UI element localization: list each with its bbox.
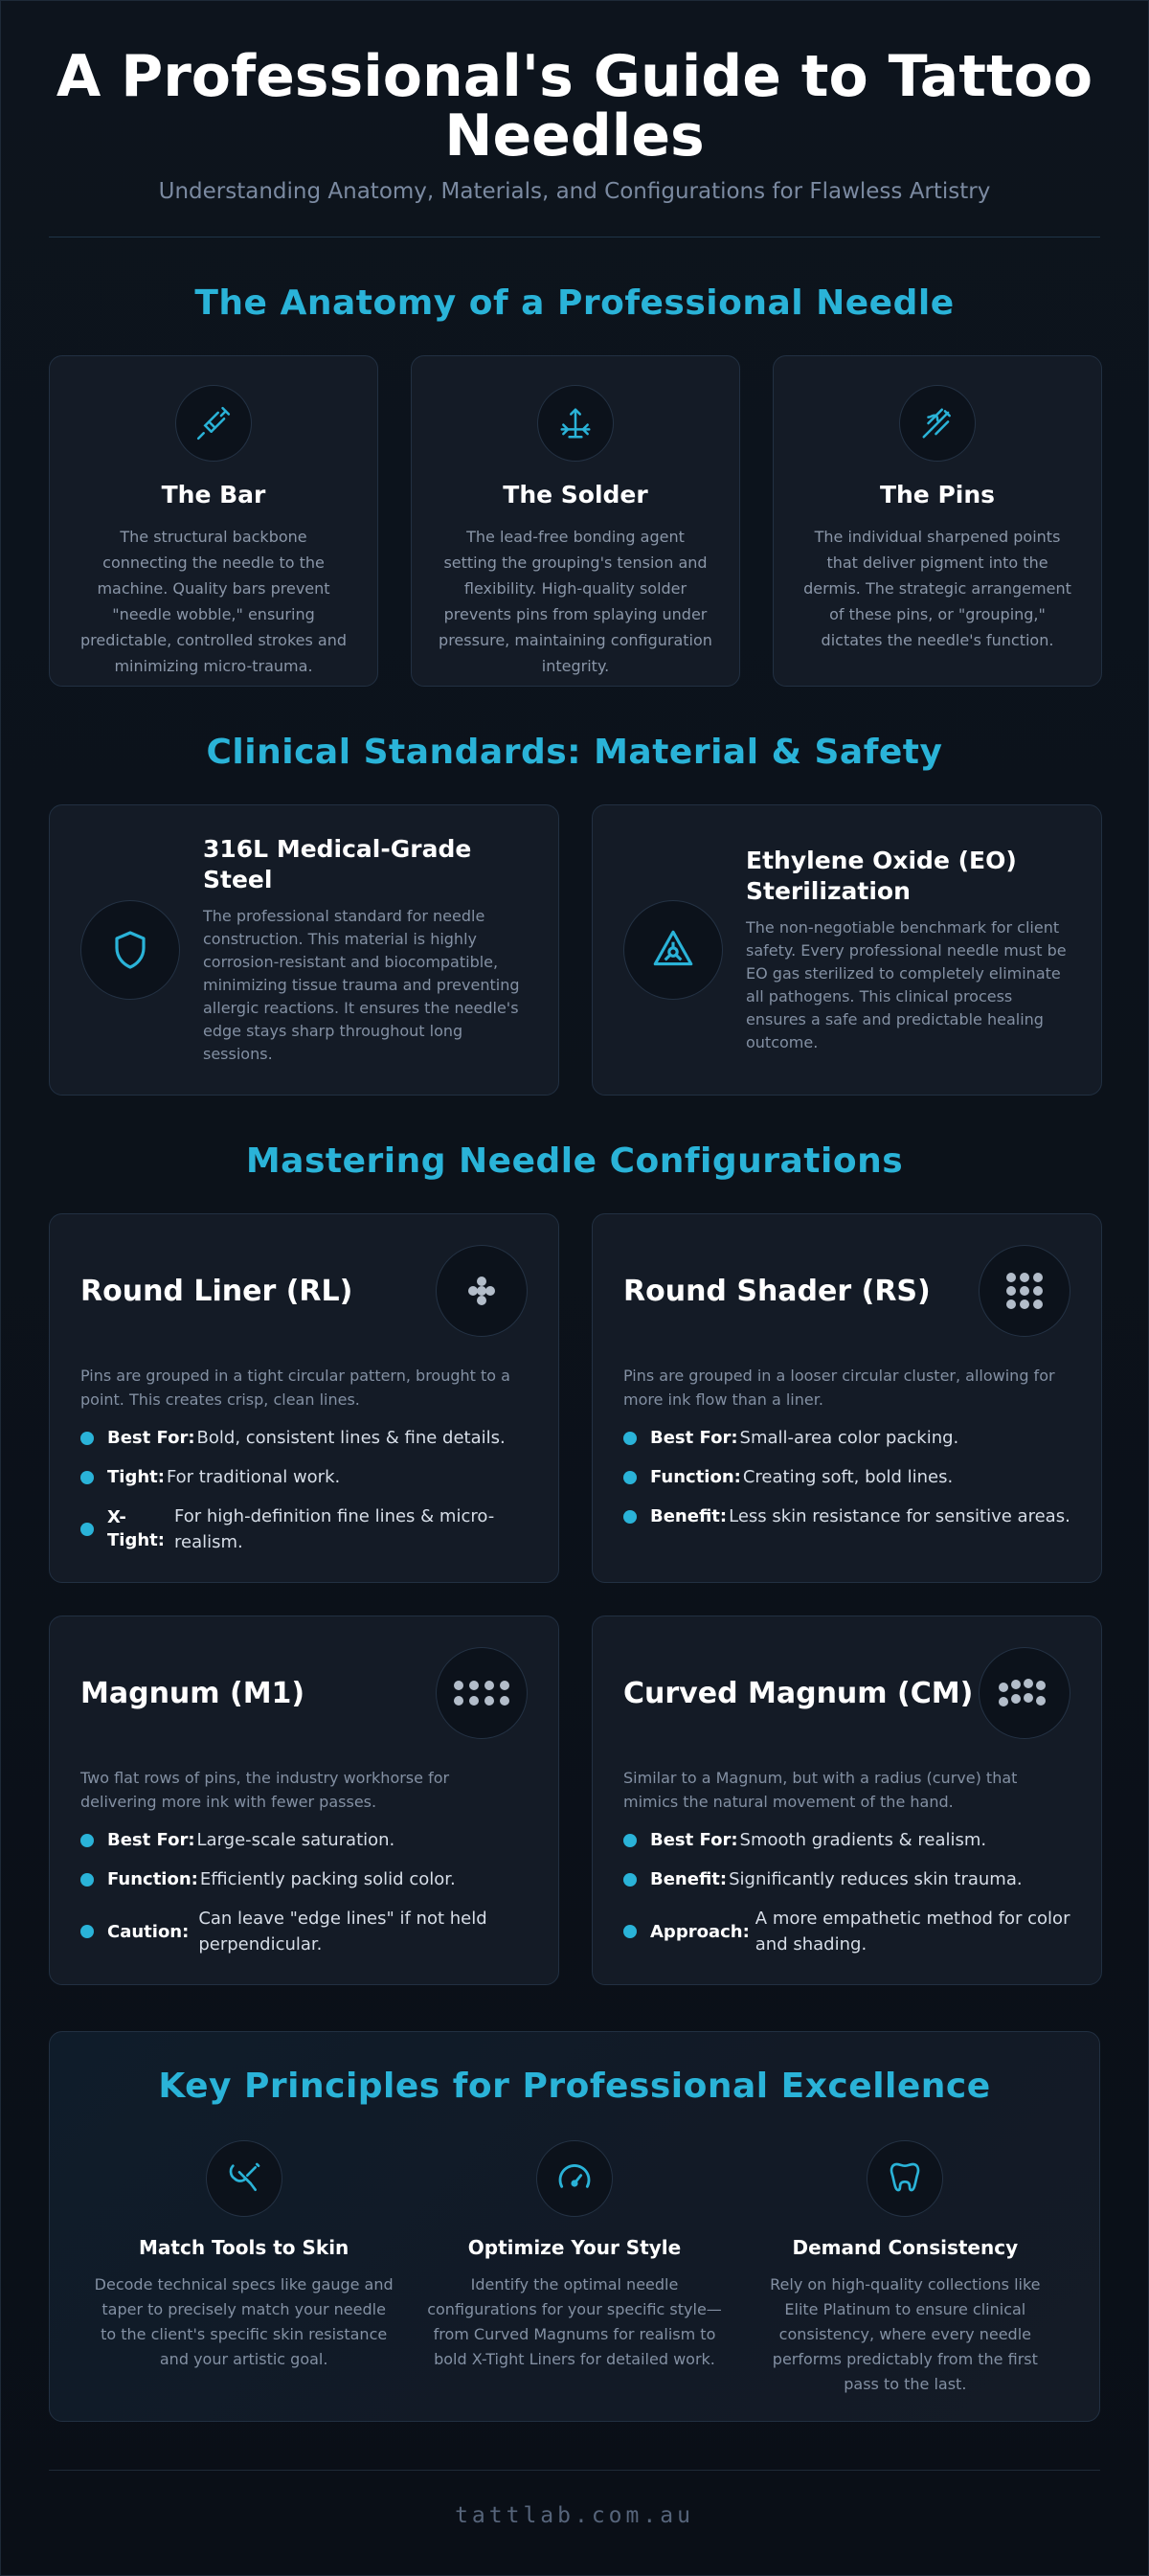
principle-title: Optimize Your Style (467, 2236, 682, 2259)
curved-magnum-icon (979, 1647, 1070, 1739)
config-point (623, 1503, 1070, 1529)
config-card-description: Pins are grouped in a looser circular cluster, allowing for more ink flow than a liner. (623, 1367, 1055, 1409)
principles-title: Key Principles for Professional Excellence (158, 2067, 991, 2106)
bullet-icon (623, 1834, 637, 1847)
bullet-icon (80, 1471, 94, 1484)
standard-card-sterilization (592, 804, 1102, 1096)
config-card-header (623, 1647, 1070, 1739)
standard-card-steel (49, 804, 559, 1096)
page-title: A Professional's Guide to Tattoo Needles (56, 43, 1093, 169)
bullet-icon (80, 1925, 94, 1938)
stethoscope-icon (206, 2140, 282, 2217)
point-label: Caution: (107, 1921, 190, 1942)
point-value: Can leave "edge lines" if not held perpendicular. (198, 1909, 487, 1955)
round-liner-icon (436, 1245, 528, 1337)
standard-card-body (203, 834, 528, 1066)
round-shader-icon (979, 1245, 1070, 1337)
anatomy-card-text: The individual sharpened points that deliver pigment into the dermis. The strategic arrangement of these pins, or "grouping," dictates the needle's function. (803, 528, 1071, 649)
config-card-curved-magnum (592, 1616, 1102, 1985)
point-label: Benefit: (650, 1869, 728, 1889)
anatomy-card-title: The Solder (503, 481, 648, 508)
bullet-icon (80, 1523, 94, 1536)
config-card-title: Magnum (M1) (80, 1676, 305, 1710)
config-card-header (623, 1245, 1070, 1337)
config-points (80, 1425, 528, 1555)
point-value: Bold, consistent lines & fine details. (196, 1428, 506, 1448)
config-points (623, 1827, 1070, 1957)
bullet-icon (623, 1873, 637, 1887)
gauge-icon (536, 2140, 613, 2217)
anatomy-card-text: The structural backbone connecting the needle to the machine. Quality bars prevent "needle wobble," ensuring predictable, controlled strokes and minimizing micro-trauma. (80, 528, 347, 675)
footer-site-link[interactable]: tattlab.com.au (455, 2503, 694, 2528)
point-value: A more empathetic method for color and shading. (755, 1909, 1070, 1955)
pins-icon (899, 385, 976, 462)
principle-title: Demand Consistency (792, 2236, 1019, 2259)
magnum-icon (436, 1647, 528, 1739)
bullet-icon (80, 1873, 94, 1887)
config-point (623, 1866, 1070, 1892)
principle-text: Identify the optimal needle configurations for your specific style—from Curved Magnums for realism to bold X-Tight Liners for detailed work. (427, 2275, 722, 2368)
principle-text: Rely on high-quality collections like Elite Platinum to ensure clinical consistency, where every needle performs predictably from the first pass to the last. (770, 2275, 1041, 2393)
config-points (623, 1425, 1070, 1529)
point-value: Less skin resistance for sensitive areas. (729, 1506, 1070, 1526)
point-label: Benefit: (650, 1506, 728, 1526)
anatomy-card-title: The Pins (879, 481, 996, 508)
config-points (80, 1827, 528, 1957)
config-point (80, 1425, 528, 1451)
point-value: Small-area color packing. (739, 1428, 959, 1448)
anatomy-grid (49, 355, 1100, 687)
point-value: Large-scale saturation. (196, 1830, 395, 1850)
config-card-title: Round Liner (RL) (80, 1274, 353, 1308)
anatomy-card-text: The lead-free bonding agent setting the grouping's tension and flexibility. High-quality solder prevents pins from splaying under pressure, maintaining configuration integrity. (439, 528, 712, 675)
principle-title: Match Tools to Skin (139, 2236, 349, 2259)
point-label: Function: (650, 1467, 741, 1487)
config-point (80, 1503, 528, 1555)
principle-text: Decode technical specs like gauge and taper to precisely match your needle to the client's specific skin resistance and your artistic goal. (94, 2275, 394, 2368)
config-point (623, 1827, 1070, 1853)
standard-card-text: The professional standard for needle construction. This material is highly corrosion-resistant and biocompatible, minimizing tissue trauma and preventing allergic reactions. It ensures the needle's edge stays sharp throughout long sessions. (203, 907, 520, 1063)
anatomy-section-title: The Anatomy of a Professional Needle (194, 283, 955, 323)
biohazard-icon (623, 900, 723, 1000)
config-card-title: Curved Magnum (CM) (623, 1676, 974, 1710)
config-card-description: Pins are grouped in a tight circular pattern, brought to a point. This creates crisp, clean lines. (80, 1367, 510, 1409)
standard-card-body (746, 846, 1070, 1054)
page-footer (49, 2470, 1100, 2528)
bullet-icon (623, 1510, 637, 1524)
point-label: Best For: (650, 1830, 738, 1850)
configs-grid (49, 1213, 1100, 1985)
principle-match-tools (79, 2140, 409, 2397)
point-label: Approach: (650, 1921, 750, 1942)
standard-card-text: The non-negotiable benchmark for client safety. Every professional needle must be EO gas sterilized to completely eliminate all pathogens. This clinical process ensures a safe and predictable healing outcome. (746, 918, 1067, 1051)
anatomy-card-pins (773, 355, 1102, 687)
config-card-header (80, 1647, 528, 1739)
principle-demand-consistency (740, 2140, 1070, 2397)
config-card-description: Similar to a Magnum, but with a radius (curve) that mimics the natural movement of the hand. (623, 1769, 1018, 1811)
anatomy-card-solder (411, 355, 740, 687)
page-header (49, 1, 1100, 204)
point-label: Tight: (107, 1467, 165, 1487)
config-point (623, 1906, 1070, 1957)
anatomy-card-title: The Bar (161, 481, 266, 508)
principle-optimize-style (409, 2140, 739, 2397)
standard-card-title: 316L Medical-Grade Steel (203, 835, 472, 893)
page-subtitle: Understanding Anatomy, Materials, and Configurations for Flawless Artistry (158, 179, 991, 204)
config-point (80, 1464, 528, 1490)
point-label: Function: (107, 1869, 198, 1889)
config-point (623, 1425, 1070, 1451)
standards-section-title: Clinical Standards: Material & Safety (206, 733, 943, 772)
config-point (623, 1464, 1070, 1490)
point-value: Smooth gradients & realism. (739, 1830, 987, 1850)
standard-card-title: Ethylene Oxide (EO) Sterilization (746, 847, 1017, 905)
point-label: Best For: (107, 1830, 195, 1850)
principles-grid (50, 2140, 1099, 2397)
tooth-icon (867, 2140, 943, 2217)
point-label: Best For: (650, 1428, 738, 1448)
configs-section-title: Mastering Needle Configurations (245, 1141, 904, 1181)
config-point (80, 1827, 528, 1853)
standards-grid (49, 804, 1100, 1096)
point-value: For traditional work. (166, 1467, 341, 1487)
bullet-icon (623, 1432, 637, 1445)
principles-panel (49, 2031, 1100, 2422)
config-card-round-liner (49, 1213, 559, 1583)
point-value: Efficiently packing solid color. (199, 1869, 456, 1889)
config-card-round-shader (592, 1213, 1102, 1583)
point-value: Significantly reduces skin trauma. (729, 1869, 1023, 1889)
shield-icon (80, 900, 180, 1000)
point-value: Creating soft, bold lines. (742, 1467, 954, 1487)
config-point (80, 1906, 528, 1957)
bullet-icon (80, 1834, 94, 1847)
point-label: X-Tight: (107, 1507, 165, 1550)
bullet-icon (80, 1432, 94, 1445)
needle-icon (175, 385, 252, 462)
point-label: Best For: (107, 1428, 195, 1448)
bullet-icon (623, 1925, 637, 1938)
point-value: For high-definition fine lines & micro-realism. (174, 1506, 495, 1552)
config-card-header (80, 1245, 528, 1337)
solder-icon (537, 385, 614, 462)
anatomy-card-bar (49, 355, 378, 687)
config-card-description: Two flat rows of pins, the industry workhorse for delivering more ink with fewer passes. (80, 1769, 450, 1811)
bullet-icon (623, 1471, 637, 1484)
config-card-magnum (49, 1616, 559, 1985)
config-card-title: Round Shader (RS) (623, 1274, 931, 1308)
config-point (80, 1866, 528, 1892)
